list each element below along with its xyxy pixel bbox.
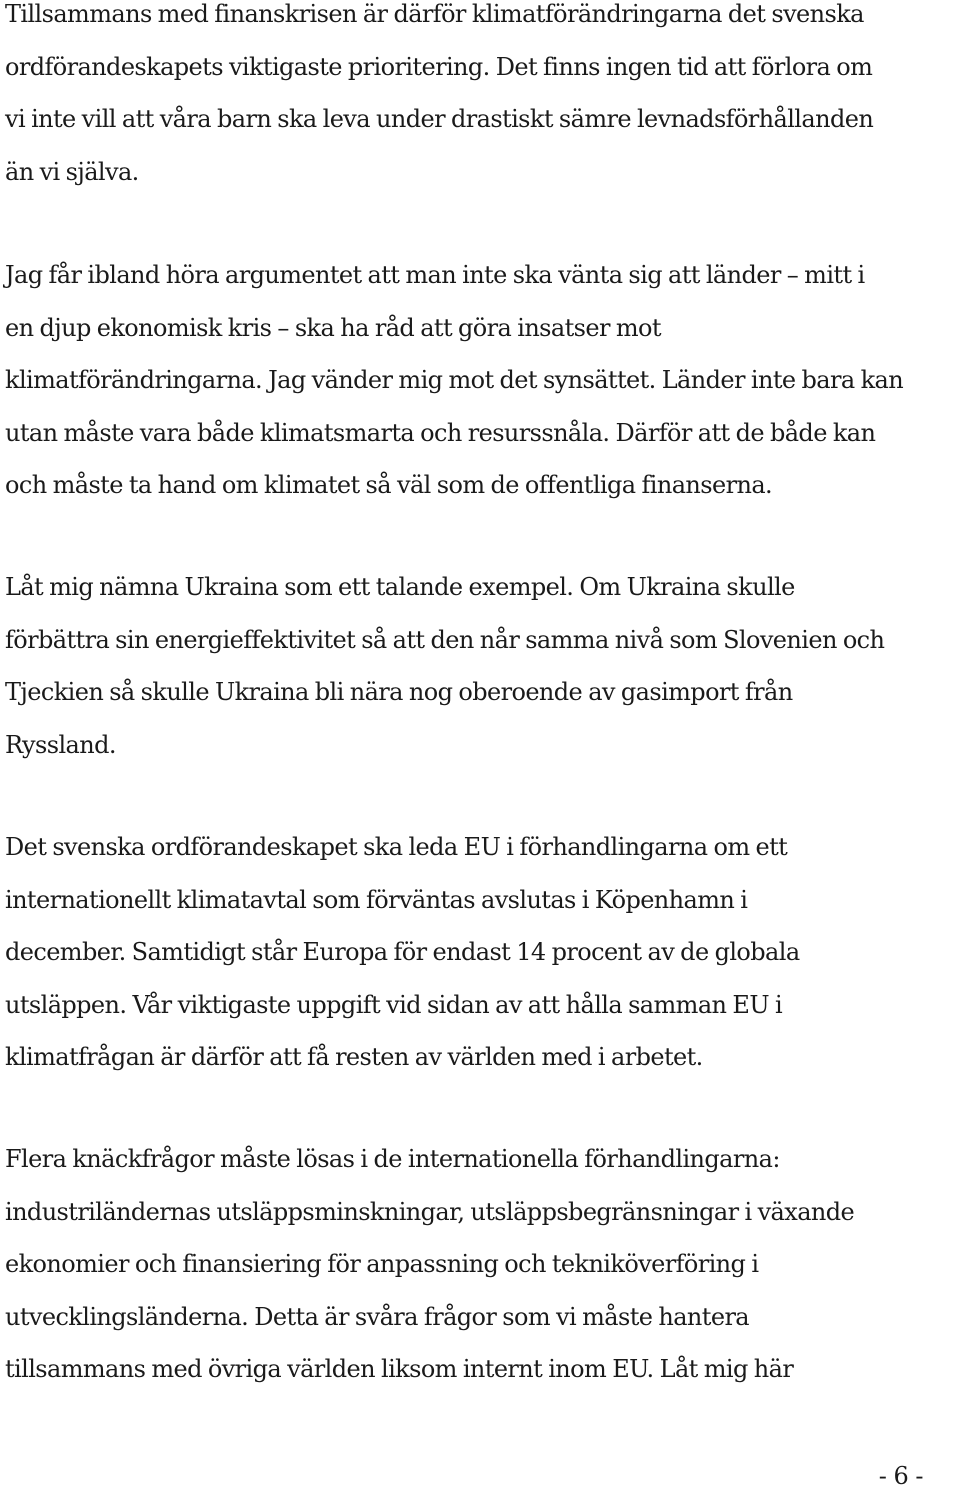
text-line: Jag får ibland höra argumentet att man inte ska vänta sig att länder – mitt i xyxy=(5,261,865,289)
text-line: tillsammans med övriga världen liksom internt inom EU. Låt mig här xyxy=(5,1355,794,1383)
paragraph-finance-crisis xyxy=(5,0,873,198)
text-line: industriländernas utsläppsminskningar, utsläppsbegränsningar i växande xyxy=(5,1197,855,1226)
paragraph-presidency xyxy=(5,821,800,1084)
text-line: ordförandeskapets viktigaste prioritering. Det finns ingen tid att förlora om xyxy=(5,52,873,81)
text-line: en djup ekonomisk kris – ska ha råd att göra insatser mot xyxy=(5,313,661,342)
text-line: förbättra sin energieffektivitet så att den når samma nivå som Slovenien och xyxy=(5,625,885,654)
text-line: Ryssland. xyxy=(5,730,116,759)
text-line: december. Samtidigt står Europa för endast 14 procent av de globala xyxy=(5,938,800,966)
text-line: internationellt klimatavtal som förväntas avslutas i Köpenhamn i xyxy=(5,885,748,914)
text-line: Det svenska ordförandeskapet ska leda EU i förhandlingarna om ett xyxy=(5,833,788,861)
paragraph-ukraine xyxy=(5,561,884,771)
text-line: Tjeckien så skulle Ukraina bli nära nog oberoende av gasimport från xyxy=(5,678,793,706)
text-line: utvecklingsländerna. Detta är svåra frågor som vi måste hantera xyxy=(5,1302,750,1331)
text-line: vi inte vill att våra barn ska leva under drastiskt sämre levnadsförhållanden xyxy=(5,105,874,133)
text-line: ekonomier och finansiering för anpassning och tekniköverföring i xyxy=(5,1250,759,1278)
text-line: Tillsammans med finanskrisen är därför klimatförändringarna det svenska xyxy=(5,0,864,28)
text-line: än vi själva. xyxy=(5,157,139,186)
paragraph-argument xyxy=(5,249,903,512)
text-line: utsläppen. Vår viktigaste uppgift vid sidan av att hålla samman EU i xyxy=(5,990,783,1019)
text-line: klimatförändringarna. Jag vänder mig mot det synsättet. Länder inte bara kan xyxy=(5,366,904,394)
text-line: Flera knäckfrågor måste lösas i de internationella förhandlingarna: xyxy=(5,1145,780,1173)
paragraph-negotiations xyxy=(5,1133,854,1396)
page-number: - 6 - xyxy=(878,1462,923,1490)
text-line: Låt mig nämna Ukraina som ett talande exempel. Om Ukraina skulle xyxy=(5,573,795,601)
text-line: utan måste vara både klimatsmarta och resurssnåla. Därför att de både kan xyxy=(5,418,876,447)
text-line: och måste ta hand om klimatet så väl som de offentliga finanserna. xyxy=(5,471,773,499)
text-line: klimatfrågan är därför att få resten av världen med i arbetet. xyxy=(5,1043,703,1071)
